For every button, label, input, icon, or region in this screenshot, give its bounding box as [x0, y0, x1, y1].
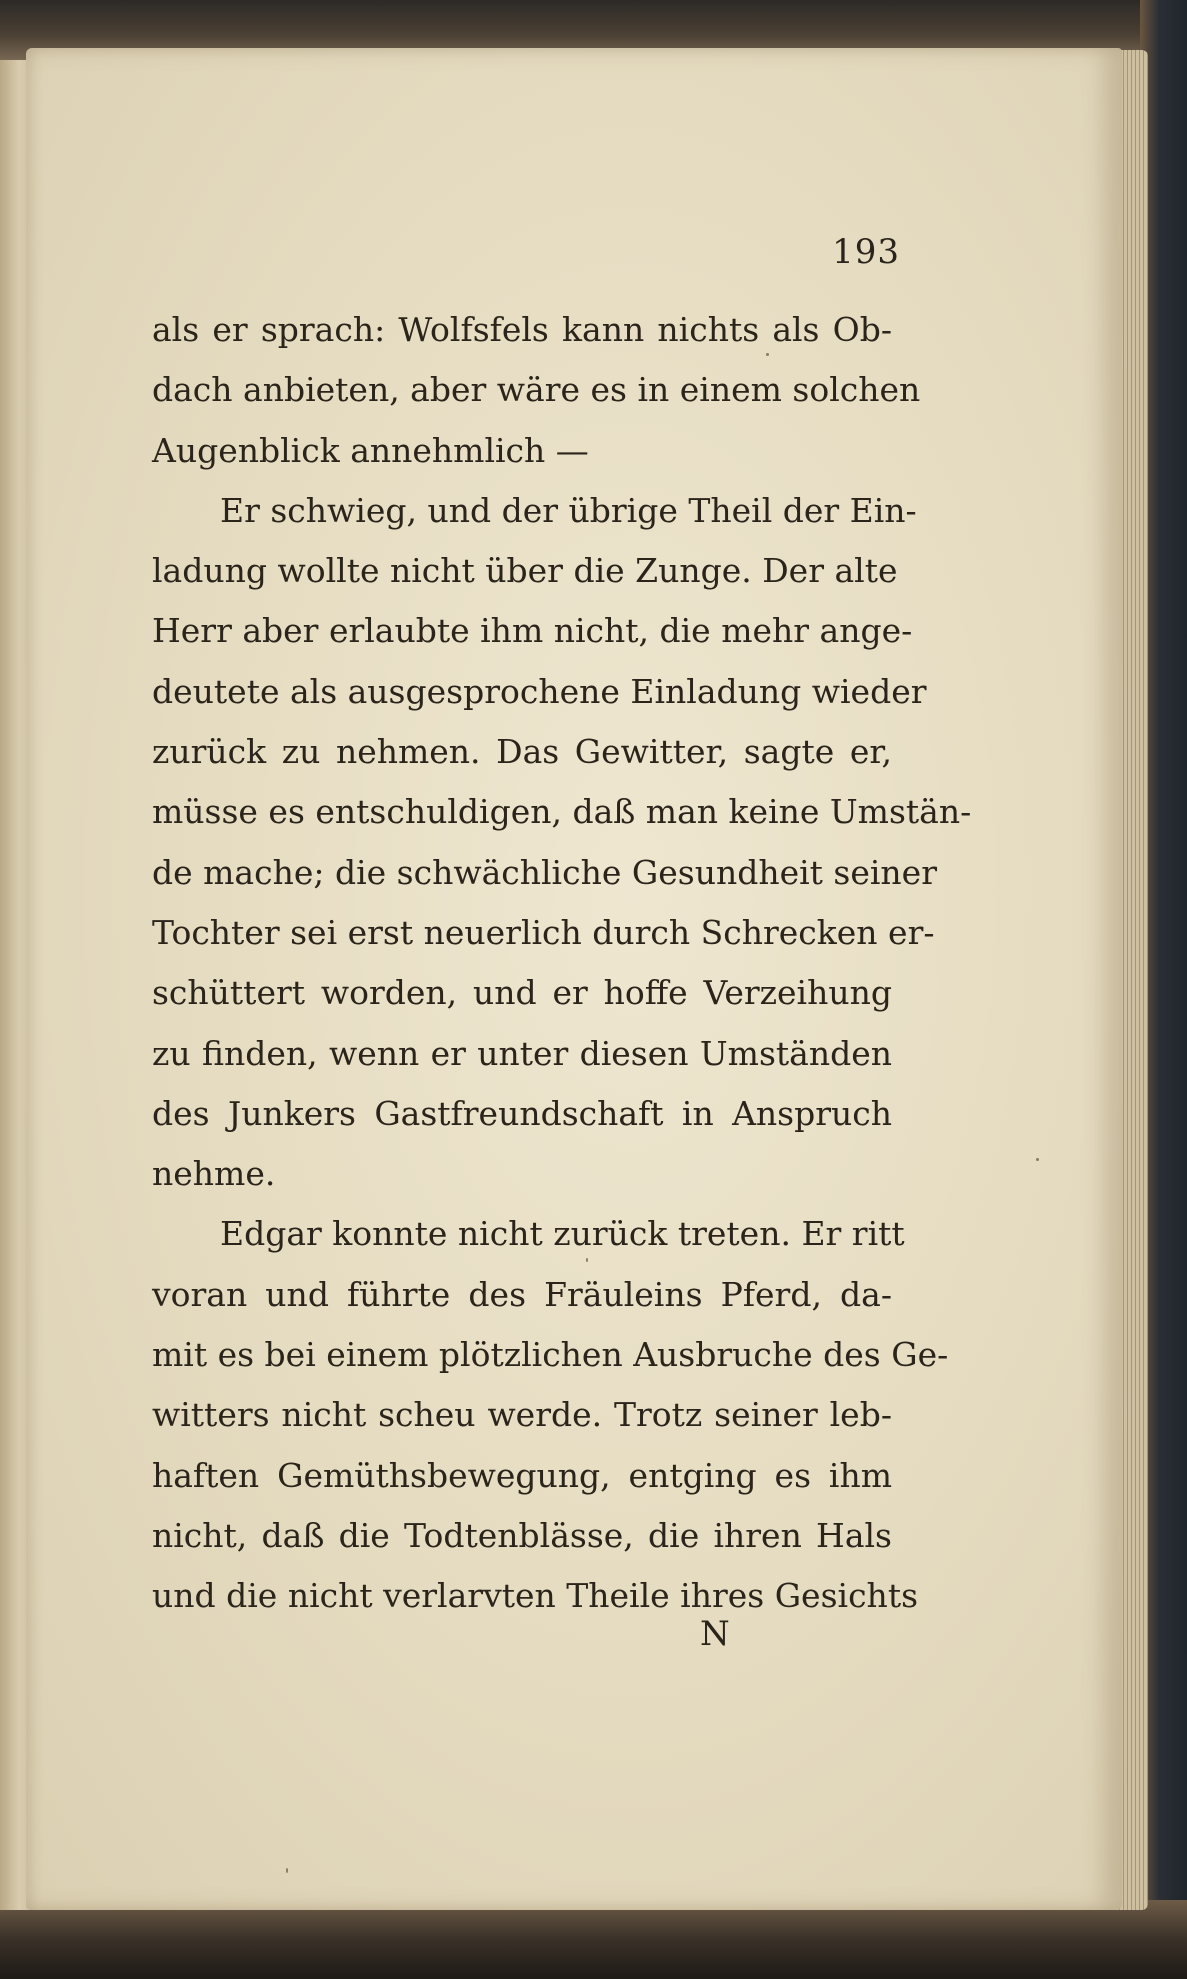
text-line: mit es bei einem plötzlichen Ausbruche des Ge-	[152, 1335, 949, 1375]
text-line: witters nicht scheu werde. Trotz seiner leb-	[152, 1395, 892, 1435]
text-line: ladung wollte nicht über die Zunge. Der alte	[152, 551, 898, 591]
text-line: deutete als ausgesprochene Einladung wieder	[152, 671, 927, 711]
paper-speck	[1036, 1158, 1039, 1161]
text-line: und die nicht verlarvten Theile ihres Gesichts	[152, 1576, 919, 1616]
text-line: zurück zu nehmen. Das Gewitter, sagte er,	[152, 732, 892, 772]
body-text	[152, 300, 972, 1627]
text-line: als er sprach: Wolfsfels kann nichts als Ob-	[152, 310, 892, 349]
text-line: nehme.	[152, 1154, 276, 1194]
text-line: schüttert worden, und er hoffe Verzeihung	[152, 973, 892, 1013]
text-line: nicht, daß die Todtenblässe, die ihren Hals	[152, 1515, 892, 1555]
paper-speck	[286, 1868, 288, 1873]
text-line: Er schwieg, und der übrige Theil der Ein-	[220, 490, 917, 530]
page-number: 193	[832, 232, 900, 272]
text-line: Edgar konnte nicht zurück treten. Er ritt	[220, 1214, 905, 1254]
text-line: Tochter sei erst neuerlich durch Schrecken er-	[152, 912, 935, 952]
text-line: de mache; die schwächliche Gesundheit seiner	[152, 852, 937, 892]
text-line: voran und führte des Fräuleins Pferd, da-	[152, 1274, 892, 1314]
printer-signature: N	[700, 1614, 730, 1654]
text-line: des Junkers Gastfreundschaft in Anspruch	[152, 1093, 892, 1133]
text-line: haften Gemüthsbewegung, entging es ihm	[152, 1455, 892, 1495]
text-line: zu finden, wenn er unter diesen Umständen	[152, 1033, 892, 1073]
text-line: Herr aber erlaubte ihm nicht, die mehr ange-	[152, 611, 913, 651]
text-line: dach anbieten, aber wäre es in einem solchen	[152, 370, 921, 410]
book-cover-bottom	[0, 1900, 1187, 1979]
text-line: Augenblick annehmlich —	[152, 430, 589, 470]
text-line: müsse es entschuldigen, daß man keine Umstän-	[152, 792, 972, 832]
